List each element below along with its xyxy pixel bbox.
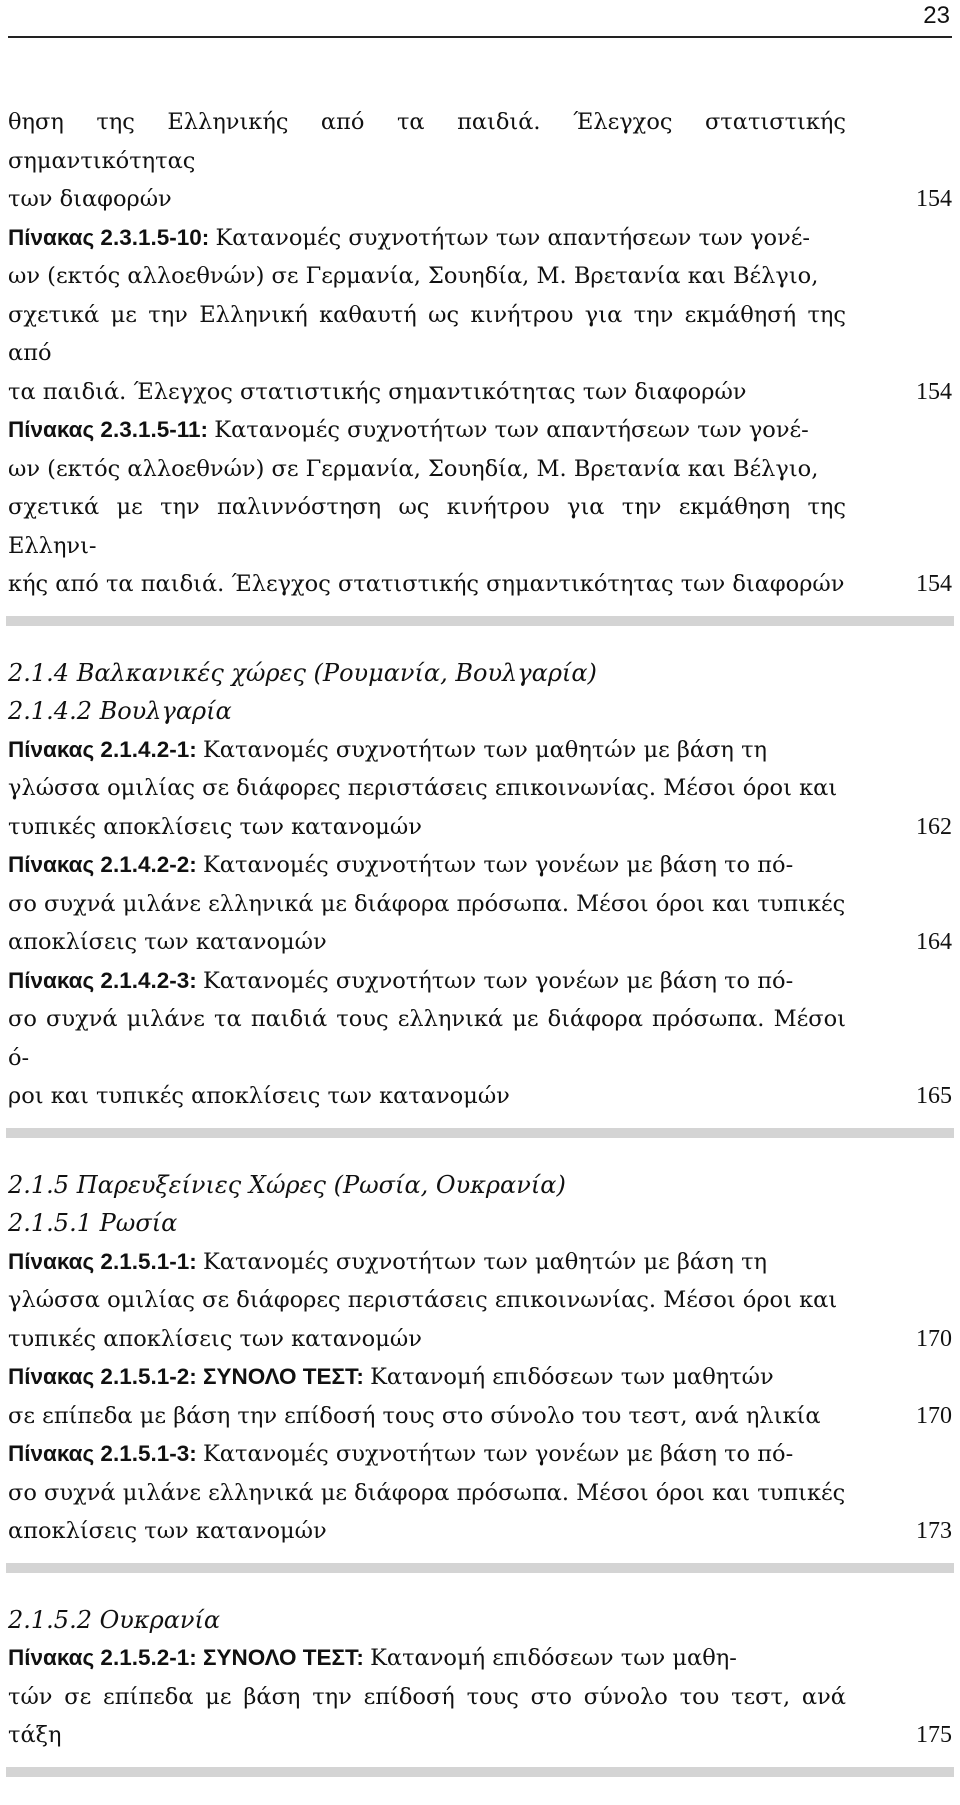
toc-entry-text [8, 219, 846, 412]
toc-page-number: 162 [916, 813, 952, 840]
toc-entry-line: Πίνακας 2.1.5.2-1: ΣΥΝΟΛΟ ΤΕΣΤ: Κατανομή επιδόσεων των μαθη- [8, 1645, 737, 1671]
toc-entry-line: Πίνακας 2.1.4.2-2: Κατανομές συχνοτήτων των γονέων με βάση το πό- [8, 852, 794, 878]
toc-entry-line: ων (εκτός αλλοεθνών) σε Γερμανία, Σουηδία, Μ. Βρετανία και Βέλγιο, [8, 263, 819, 289]
table-label: Πίνακας 2.3.1.5-10: [8, 224, 216, 250]
section-divider [6, 1767, 954, 1777]
toc-entry-text [8, 846, 846, 962]
toc-entry-line: σο συχνά μιλάνε ελληνικά με διάφορα πρόσωπα. Μέσοι όροι και τυπικές [8, 1479, 846, 1506]
toc-entry-line: σο συχνά μιλάνε τα παιδιά τους ελληνικά με διάφορα πρόσωπα. Μέσοι ό- [8, 1006, 846, 1071]
section-heading: 2.1.4 Βαλκανικές χώρες (Ρουμανία, Βουλγαρία) [8, 658, 597, 687]
toc-entry-line: σχετικά με την Ελληνική καθαυτή ως κινήτρου για την εκμάθησή της από [8, 301, 846, 366]
toc-entry-line: Πίνακας 2.1.4.2-1: Κατανομές συχνοτήτων των μαθητών με βάση τη [8, 736, 767, 763]
toc-entry-text [8, 962, 846, 1116]
toc-page-number: 154 [916, 186, 952, 212]
table-label: Πίνακας 2.1.5.2-1: ΣΥΝΟΛΟ ΤΕΣΤ: [8, 1645, 371, 1670]
section-divider [6, 1563, 954, 1573]
table-label: Πίνακας 2.1.5.1-1: [8, 1248, 203, 1274]
toc-entry-text [8, 731, 846, 847]
page-number: 23 [923, 2, 950, 29]
toc-page-number: 165 [916, 1083, 952, 1109]
toc-entry-line: κής από τα παιδιά. Έλεγχος στατιστικής σημαντικότητας των διαφορών [8, 571, 845, 597]
toc-page-number: 170 [916, 1325, 952, 1352]
toc-entry-line: Πίνακας 2.1.5.1-2: ΣΥΝΟΛΟ ΤΕΣΤ: Κατανομή επιδόσεων των μαθητών [8, 1364, 774, 1390]
table-label: Πίνακας 2.1.4.2-3: [8, 967, 203, 993]
toc-entry-line: αποκλίσεις των κατανομών [8, 1518, 327, 1544]
table-label: Πίνακας 2.3.1.5-11: [8, 417, 215, 442]
toc-page-number: 154 [916, 571, 952, 597]
toc-entry-line: σε επίπεδα με βάση την επίδοσή τους στο σύνολο του τεστ, ανά ηλικία [8, 1402, 821, 1429]
toc-page-number: 175 [916, 1722, 952, 1748]
toc-entry-line: τα παιδιά. Έλεγχος στατιστικής σημαντικότητας των διαφορών [8, 378, 747, 405]
section-heading: 2.1.5 Παρευξείνιες Χώρες (Ρωσία, Ουκρανία) [8, 1170, 566, 1199]
toc-entry[interactable] [8, 731, 952, 847]
toc-entry-line: γλώσσα ομιλίας σε διάφορες περιστάσεις επικοινωνίας. Μέσοι όροι και [8, 775, 838, 801]
toc-page-number: 170 [916, 1402, 952, 1429]
toc-entry-line: Πίνακας 2.1.4.2-3: Κατανομές συχνοτήτων των γονέων με βάση το πό- [8, 967, 794, 994]
toc-entry-line: τυπικές αποκλίσεις των κατανομών [8, 1325, 422, 1352]
header-rule [8, 36, 952, 38]
table-label: Πίνακας 2.1.5.1-3: [8, 1441, 203, 1466]
toc-entry-text [8, 103, 846, 219]
table-label: Πίνακας 2.1.4.2-2: [8, 852, 203, 877]
toc-entry-line: αποκλίσεις των κατανομών [8, 929, 327, 955]
toc-entry-text [8, 1639, 846, 1755]
toc-entry-line: σο συχνά μιλάνε ελληνικά με διάφορα πρόσωπα. Μέσοι όροι και τυπικές [8, 890, 846, 917]
toc-entry-line: τών σε επίπεδα με βάση την επίδοσή τους στο σύνολο του τεστ, ανά τάξη [8, 1683, 846, 1748]
toc-entry[interactable] [8, 219, 952, 412]
toc-entry-line: Πίνακας 2.1.5.1-1: Κατανομές συχνοτήτων των μαθητών με βάση τη [8, 1248, 767, 1275]
section-divider [6, 616, 954, 626]
section-heading: 2.1.4.2 Βουλγαρία [8, 697, 232, 725]
toc-entry-text [8, 1435, 846, 1551]
toc-entry[interactable] [8, 103, 952, 219]
toc-page-number: 164 [916, 929, 952, 955]
toc-entry-text [8, 411, 846, 604]
toc-entry-line: Πίνακας 2.1.5.1-3: Κατανομές συχνοτήτων των γονέων με βάση το πό- [8, 1441, 794, 1467]
section-heading: 2.1.5.1 Ρωσία [8, 1209, 178, 1237]
toc-entry-text [8, 1243, 846, 1359]
toc-entry-line: των διαφορών [8, 186, 172, 212]
toc-entry-line: τυπικές αποκλίσεις των κατανομών [8, 813, 422, 840]
table-label: Πίνακας 2.1.5.1-2: ΣΥΝΟΛΟ ΤΕΣΤ: [8, 1364, 371, 1389]
toc-entry[interactable] [8, 1639, 952, 1755]
toc-entry-line: γλώσσα ομιλίας σε διάφορες περιστάσεις επικοινωνίας. Μέσοι όροι και [8, 1287, 838, 1313]
table-of-contents [8, 103, 952, 1805]
toc-entry-line: θηση της Ελληνικής από τα παιδιά. Έλεγχος στατιστικής σημαντικότητας [8, 109, 846, 174]
toc-entry-text [8, 1358, 846, 1435]
section-heading: 2.1.5.2 Ουκρανία [8, 1605, 221, 1634]
toc-entry[interactable] [8, 846, 952, 962]
table-label: Πίνακας 2.1.4.2-1: [8, 736, 203, 762]
toc-entry[interactable] [8, 962, 952, 1116]
toc-entry[interactable] [8, 1358, 952, 1435]
toc-entry[interactable] [8, 1243, 952, 1359]
section-divider [6, 1128, 954, 1138]
toc-entry-line: ροι και τυπικές αποκλίσεις των κατανομών [8, 1083, 510, 1109]
toc-entry[interactable] [8, 1435, 952, 1551]
toc-entry[interactable] [8, 411, 952, 604]
toc-entry-line: Πίνακας 2.3.1.5-10: Κατανομές συχνοτήτων των απαντήσεων των γονέ- [8, 224, 811, 251]
toc-entry-line: ων (εκτός αλλοεθνών) σε Γερμανία, Σουηδία, Μ. Βρετανία και Βέλγιο, [8, 455, 819, 482]
toc-page-number: 154 [916, 378, 952, 405]
toc-page-number: 173 [916, 1518, 952, 1544]
toc-entry-line: Πίνακας 2.3.1.5-11: Κατανομές συχνοτήτων των απαντήσεων των γονέ- [8, 417, 809, 443]
toc-entry-line: σχετικά με την παλιννόστηση ως κινήτρου για την εκμάθηση της Ελληνι- [8, 494, 846, 559]
